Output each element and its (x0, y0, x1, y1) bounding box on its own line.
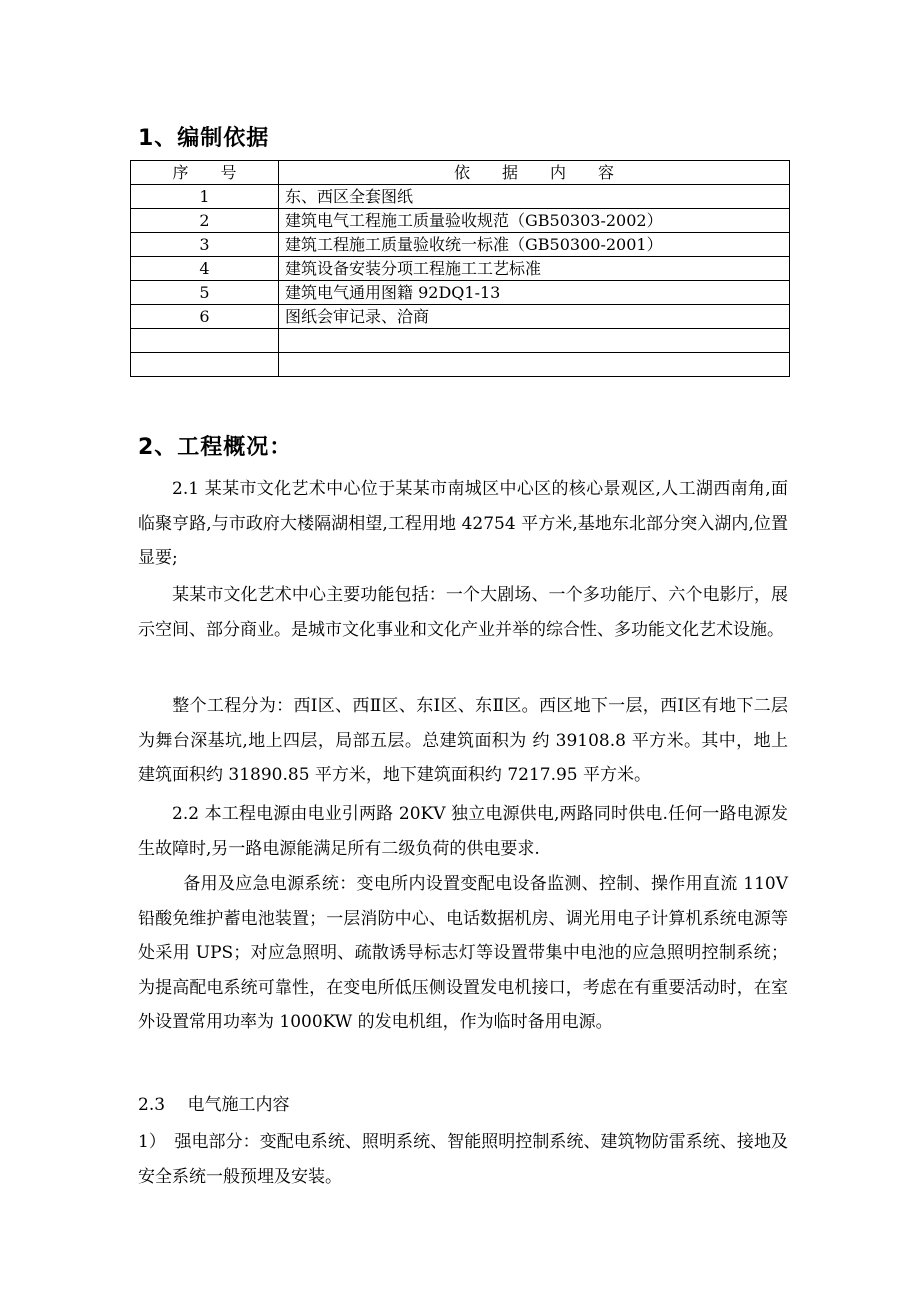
section-1-title: 1、编制依据 (138, 126, 270, 151)
paragraph-functions (138, 578, 788, 647)
paragraph-backup-power (138, 867, 788, 1040)
row-no: 4 (131, 257, 279, 281)
paragraph-text: 某某市文化艺术中心主要功能包括：一个大剧场、一个多功能厅、六个电影厅，展示空间、部分商业。是城市文化事业和文化产业并举的综合性、多功能文化艺术设施。 (138, 585, 788, 640)
table-row (131, 257, 790, 281)
table-row (131, 233, 790, 257)
row-content: 建筑工程施工质量验收统一标准（GB50300-2001） (279, 233, 790, 257)
header-no: 序 号 (131, 161, 279, 185)
paragraph-text: 2.2 本工程电源由电业引两路 20KV 独立电源供电,两路同时供电.任何一路电源发生故障时,另一路电源能满足所有二级负荷的供电要求. (138, 804, 788, 859)
row-content: 建筑电气通用图籍 92DQ1-13 (279, 281, 790, 305)
paragraph-2-1 (138, 472, 788, 576)
row-content (279, 329, 790, 353)
row-content: 建筑设备安装分项工程施工工艺标准 (279, 257, 790, 281)
table-row (131, 329, 790, 353)
paragraph-text: 1） 强电部分：变配电系统、照明系统、智能照明控制系统、建筑物防雷系统、接地及安全系统一般预埋及安装。 (138, 1132, 788, 1187)
row-content (279, 353, 790, 377)
table-header-row (131, 161, 790, 185)
paragraph-text: 整个工程分为：西Ⅰ区、西Ⅱ区、东Ⅰ区、东Ⅱ区。西区地下一层，西Ⅰ区有地下二层为舞台深基坑,地上四层，局部五层。总建筑面积为 约 39108.8 平方米。其中，地上建筑面积约 31890.85 平方米，地下建筑面积约 7217.95 平方米。 (138, 696, 788, 785)
paragraph-strong-current (138, 1125, 788, 1194)
header-content: 依 据 内 容 (279, 161, 790, 185)
paragraph-2-2 (138, 797, 788, 866)
table-row (131, 305, 790, 329)
table-row (131, 281, 790, 305)
row-no (131, 329, 279, 353)
paragraph-text: 2.1 某某市文化艺术中心位于某某市南城区中心区的核心景观区,人工湖西南角,面临聚亨路,与市政府大楼隔湖相望,工程用地 42754 平方米,基地东北部分突入湖内,位置显要; (138, 479, 788, 568)
row-no: 6 (131, 305, 279, 329)
paragraph-2-3 (138, 1088, 788, 1123)
row-no: 3 (131, 233, 279, 257)
basis-table (130, 160, 790, 377)
row-no: 1 (131, 185, 279, 209)
paragraph-zones (138, 689, 788, 793)
row-no: 2 (131, 209, 279, 233)
table-row (131, 185, 790, 209)
row-content: 图纸会审记录、洽商 (279, 305, 790, 329)
table-row (131, 209, 790, 233)
row-content: 东、西区全套图纸 (279, 185, 790, 209)
row-no: 5 (131, 281, 279, 305)
row-no (131, 353, 279, 377)
row-content: 建筑电气工程施工质量验收规范（GB50303-2002） (279, 209, 790, 233)
section-2-title: 2、工程概况： (138, 435, 293, 460)
paragraph-text: 2.3 电气施工内容 (138, 1095, 290, 1115)
table-row (131, 353, 790, 377)
paragraph-text: 备用及应急电源系统：变电所内设置变配电设备监测、控制、操作用直流 110V 铅酸免维护蓄电池装置；一层消防中心、电话数据机房、调光用电子计算机系统电源等处采用 UPS；对应急照明、疏散诱导标志灯等设置带集中电池的应急照明控制系统；为提高配电系统可靠性，在变电所低压侧设置发电机接口，考虑在有重要活动时，在室外设置常用功率为 1000KW 的发电机组，作为临时备用电源。 (138, 874, 788, 1032)
